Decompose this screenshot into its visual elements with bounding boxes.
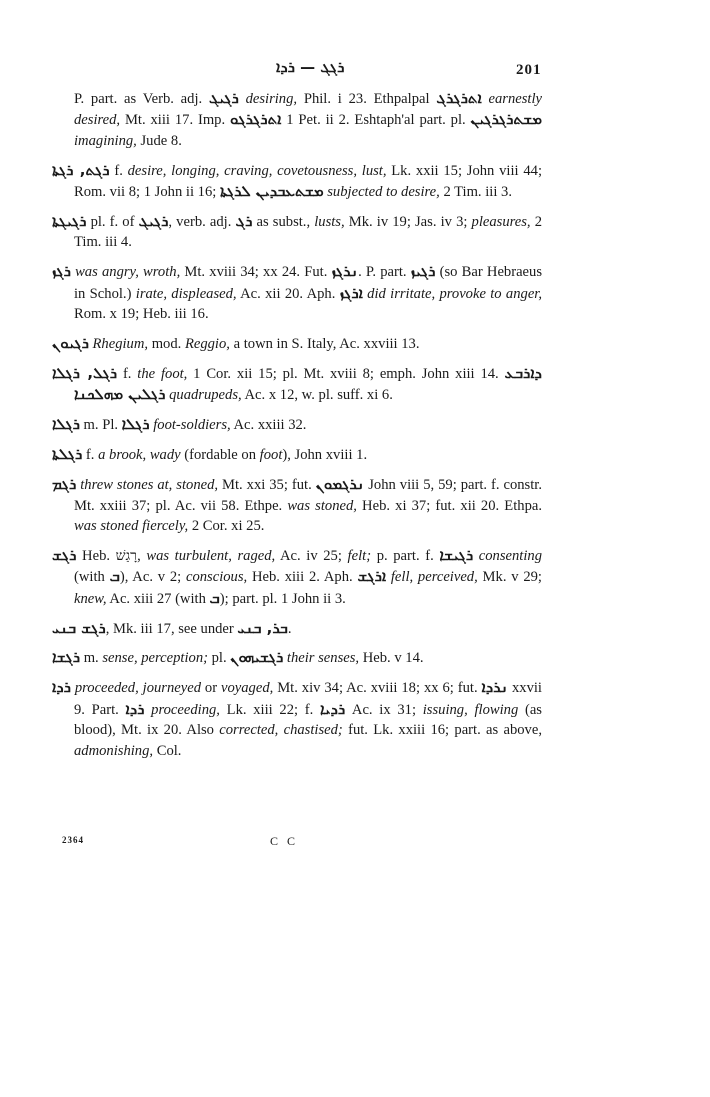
entry-text: Mt. xxi 35; fut. <box>218 477 316 494</box>
entry-text: ), John xviii 1. <box>282 447 368 464</box>
entry-text: Mt. xiii 17. Imp. <box>120 112 231 129</box>
entry-text: f. <box>82 447 99 464</box>
entry-text: 2 Tim. iii 4. <box>74 214 542 251</box>
syriac-word: ܪܓܝܓܬܐ <box>52 212 87 231</box>
entry-text: Phil. i 23. Ethpalpal <box>297 91 437 107</box>
syriac-word: ܪܓܙ <box>52 262 71 281</box>
syriac-word: ܐܬܪܓܪܓܘ <box>230 110 282 129</box>
gloss-text: foot-soldiers, <box>149 417 231 434</box>
gloss-text: quadrupeds, <box>165 387 242 404</box>
entry-text: a town in S. Italy, Ac. xxviii 13. <box>229 336 420 353</box>
syriac-word: ܪܕܐ <box>125 699 145 718</box>
dictionary-entry <box>52 363 542 406</box>
entry-text: Mt. xiv 34; Ac. xviii 18; xx 6; fut. <box>273 680 482 697</box>
syriac-word: ܕܐܪܒܥ ܪܓܠܝܢ ܡܗܠܟܢܐ <box>74 363 542 404</box>
syriac-word: ܪܕܝܐ <box>320 699 346 718</box>
running-head <box>0 56 710 86</box>
entry-text: ); part. pl. 1 John ii 3. <box>219 590 346 607</box>
gloss-text: felt; <box>347 547 372 564</box>
gloss-text: sense, perception; <box>102 650 208 667</box>
gloss-text: consenting <box>473 547 543 564</box>
entry-text: P. part. as Verb. adj. <box>74 91 209 107</box>
gloss-text: irate, displeased, <box>135 285 237 302</box>
syriac-word: ܒ <box>209 588 220 607</box>
gloss-text: Reggio, <box>184 336 230 353</box>
gloss-text: threw stones at, stoned, <box>76 477 219 494</box>
entry-text: Lk. xiii 22; f. <box>219 701 321 718</box>
entry-text: Mk. v 29; <box>477 569 542 586</box>
gloss-text: proceeded, journeyed <box>70 680 201 697</box>
gloss-text: did irritate, provoke to anger, <box>362 285 543 302</box>
entry-text: Ac. xxiii 32. <box>230 417 307 434</box>
gloss-text: subjected to desire, <box>323 184 440 201</box>
syriac-word: ܪܓܝܫܐ <box>439 545 474 564</box>
entry-text: m. <box>80 650 103 667</box>
gloss-text: knew, <box>74 590 107 607</box>
entry-text: Ac. xiii 27 (with <box>106 590 210 607</box>
syriac-word: ܪܓܡ <box>52 475 77 494</box>
entry-text: mod. <box>148 336 185 353</box>
dictionary-entry <box>52 261 542 324</box>
entry-text: , verb. adj. <box>168 214 236 231</box>
entry-text: Lk. xxii 15; John viii 44; Rom. vii 8; 1 John ii 16; <box>74 162 542 201</box>
syriac-word: ܪܓܝܘܢ <box>52 334 89 353</box>
dictionary-entry <box>52 160 542 203</box>
gloss-text: foot <box>259 447 283 464</box>
entry-text: Ac. iv 25; <box>275 547 348 564</box>
entry-text: Mk. iv 19; Jas. iv 3; <box>344 214 472 231</box>
entry-text: ), Ac. v 2; <box>119 569 186 586</box>
syriac-word: ܪܓܠܬܐ <box>52 445 83 464</box>
syriac-word: ܪܓܫ <box>52 545 77 564</box>
entry-text: Ac. x 12, w. pl. suff. xi 6. <box>241 387 393 404</box>
dictionary-entry <box>52 333 542 354</box>
gloss-text: imagining, <box>74 132 137 149</box>
entry-text: m. Pl. <box>79 417 122 434</box>
syriac-word: ܢܪܓܙ <box>331 262 359 281</box>
entry-text: or <box>201 680 221 697</box>
entry-text: fut. Lk. xxiii 16; part. as above, <box>342 722 542 739</box>
syriac-word: ܪܓܠܐ <box>52 415 80 434</box>
gloss-text: pleasures, <box>471 214 531 231</box>
entry-text: pl. f. of <box>86 214 139 231</box>
entry-text: Ac. ix 31; <box>345 701 423 718</box>
entry-text: Jude 8. <box>136 132 182 149</box>
syriac-word: ܐܪܓܙ <box>339 283 363 302</box>
dictionary-entry <box>52 88 542 151</box>
gloss-text: corrected, chastised; <box>219 722 343 739</box>
entry-text: . <box>287 620 292 637</box>
syriac-word: ܪܓܠ, ܪܓܠܐ <box>52 363 118 382</box>
syriac-word: ܪܓܫ ܒܢܝ <box>52 618 106 637</box>
gloss-text: conscious, <box>185 569 248 586</box>
dictionary-entry <box>52 677 542 761</box>
gloss-text: proceeding, <box>144 701 220 718</box>
syriac-word: ܡܫܬܥܒܕܝܢ ܠܪܓܬܐ <box>219 182 324 201</box>
entry-text: 1 Pet. ii 2. Eshtaph'al part. pl. <box>281 112 471 129</box>
entry-list <box>52 88 542 769</box>
entry-text: Heb. xiii 2. Aph. <box>247 569 358 586</box>
dictionary-entry <box>52 647 542 668</box>
entry-text: (with <box>74 569 110 586</box>
entry-text: (fordable on <box>180 447 260 464</box>
running-headword: ܪܓܓ — ܪܕܐ <box>276 58 345 76</box>
gloss-text: voyaged, <box>221 680 274 697</box>
syriac-word: ܢܪܕܐ <box>481 678 509 697</box>
dictionary-entry <box>52 414 542 435</box>
entry-text: f. <box>117 365 138 382</box>
entry-text: 1 Cor. xii 15; pl. Mt. xviii 8; emph. John xiii 14. <box>187 365 505 382</box>
entry-text: f. <box>109 162 128 179</box>
entry-text: Heb. <box>76 547 116 564</box>
gloss-text: desire, longing, craving, covetousness, lust, <box>127 162 387 179</box>
gloss-text: earnestly desired, <box>74 91 542 129</box>
dictionary-entry <box>52 545 542 609</box>
gloss-text: their senses, <box>283 650 360 667</box>
gloss-text: desiring, <box>238 91 298 107</box>
syriac-word: ܐܪܓܫ <box>357 567 387 586</box>
gloss-text: lusts, <box>314 214 345 231</box>
entry-text: 2 Cor. xi 25. <box>188 517 265 534</box>
gloss-text: was angry, wroth, <box>70 264 181 281</box>
syriac-word: ܒܪ, ܒܢܝ <box>237 618 288 637</box>
entry-text: 2 Tim. iii 3. <box>439 184 512 201</box>
syriac-word: ܢܪܓܡܘܢ <box>315 475 365 494</box>
gloss-text: Rhegium, <box>88 336 149 353</box>
entry-text: (as blood), Mt. ix 20. Also <box>74 701 542 739</box>
hebrew-word: רָגַשׁ <box>115 547 138 564</box>
syriac-word: ܪܓܝܙ <box>410 262 436 281</box>
entry-text: Ac. xii 20. Aph. <box>236 285 340 302</box>
dictionary-entry <box>52 474 542 536</box>
syriac-word: ܐܬܪܓܪܓ <box>436 89 482 107</box>
syriac-word: ܡܫܬܪܓܪܓܝܢ <box>470 110 542 129</box>
syriac-word: ܪܕܐ <box>52 678 71 697</box>
entry-text: Col. <box>153 742 182 759</box>
entry-text: Heb. xi 37; fut. xii 20. Ethpa. <box>356 497 542 514</box>
gloss-text: was stoned fiercely, <box>74 517 189 534</box>
entry-text: p. part. f. <box>371 547 440 564</box>
entry-text: , <box>137 547 147 564</box>
gloss-text: fell, perceived, <box>386 569 478 586</box>
gloss-text: the foot, <box>137 365 188 382</box>
syriac-word: ܪܓܝܓ <box>208 89 239 107</box>
syriac-word: ܪܓܝܓ <box>138 212 169 231</box>
gloss-text: admonishing, <box>74 742 154 759</box>
syriac-word: ܪܓ <box>235 212 253 231</box>
syriac-word: ܒ <box>109 567 120 586</box>
entry-text: Heb. v 14. <box>359 650 424 667</box>
entry-text: as subst., <box>252 214 315 231</box>
page-number: 201 <box>516 62 542 78</box>
gloss-text: was stoned, <box>287 497 357 514</box>
entry-text: Rom. x 19; Heb. iii 16. <box>74 306 209 323</box>
syriac-word: ܪܓܫܝܗܘܢ <box>230 648 284 667</box>
entry-text: pl. <box>207 650 231 667</box>
entry-text: xxvii 9. Part. <box>74 680 542 718</box>
dictionary-entry <box>52 211 542 253</box>
entry-text: . P. part. <box>358 264 411 281</box>
dictionary-entry <box>52 444 542 465</box>
syriac-word: ܪܓܫܐ <box>52 648 81 667</box>
gloss-text: a brook, wady <box>98 447 181 464</box>
entry-text: , Mk. iii 17, see under <box>105 620 238 637</box>
gloss-text: was turbulent, raged, <box>146 547 276 564</box>
entry-text: John viii 5, 59; part. f. constr. Mt. xxiii 37; pl. Ac. vii 58. Ethpe. <box>74 477 542 514</box>
entry-text: Mt. xviii 34; xx 24. Fut. <box>180 264 332 281</box>
syriac-word: ܪܓܬ, ܪܓܬܐ <box>52 160 110 179</box>
syriac-word: ܪܓܠܐ <box>121 415 150 434</box>
dictionary-entry <box>52 618 542 639</box>
entry-text: (so Bar Hebraeus in Schol.) <box>74 264 543 302</box>
signature-mark: C C <box>270 834 299 848</box>
gloss-text: issuing, flowing <box>422 701 519 718</box>
printer-signature-number: 2364 <box>62 835 84 845</box>
